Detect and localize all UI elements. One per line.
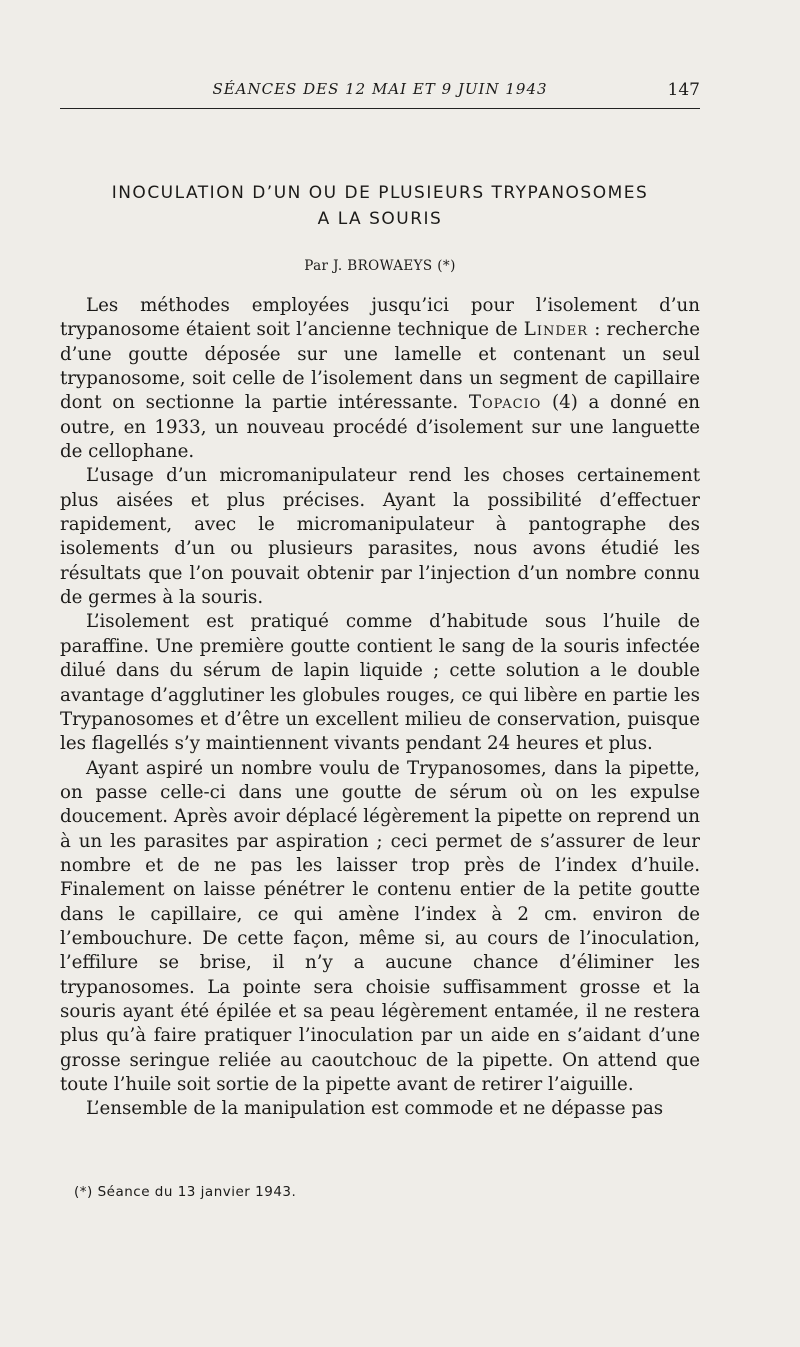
article-title [60,180,700,232]
page-number: 147 [667,80,700,100]
article-body [60,294,700,1122]
author-name-linder: Linder [523,319,589,341]
byline: Par J. BROWAEYS (*) [304,258,456,274]
paragraph-1-text-c: (4) a donné en outre, en 1933, un nouveau procédé d’isolement sur une languette de cellophane. [60,392,700,463]
paragraph-2: L’usage d’un micromanipulateur rend les choses certainement plus aisées et plus précises. Ayant la possibilité d’effectuer rapidement, avec le micromanipulateur à pantographe des isolements d’un ou plusieurs parasites, nous avons étudié les résultats que l’on pouvait obtenir par l’injection d’un nombre connu de germes à la souris. [60,465,700,609]
running-head [60,78,700,104]
paragraph-4: Ayant aspiré un nombre voulu de Trypanosomes, dans la pipette, on passe celle-ci dans une goutte de sérum où on les expulse doucement. Après avoir déplacé légèrement la pipette on reprend un à un les parasites par aspiration ; ceci permet de s’assurer de leur nombre et de ne pas les laisser trop près de l’index d’huile. Finalement on laisse pénétrer le contenu entier de la petite goutte dans le capillaire, ce qui amène l’index à 2 cm. environ de l’embouchure. De cette façon, même si, au cours de l’inoculation, l’effilure se brise, il n’y a aucune chance d’éliminer les trypanosomes. La pointe sera choisie suffisamment grosse et la souris ayant été épilée et sa peau légèrement entamée, il ne restera plus qu’à faire pratiquer l’inoculation par un aide en s’aidant d’une grosse seringue reliée au caoutchouc de la pipette. On attend que toute l’huile soit sortie de la pipette avant de retirer l’aiguille. [60,757,700,1095]
author-name-topacio: Topacio [468,392,542,414]
article-title-line-2: A LA SOURIS [317,209,443,229]
header-rule [60,108,700,109]
paragraph-1-text-b: : recherche d’une goutte déposée sur une lamelle et contenant un seul trypanosome, soit celle de l’isolement dans un segment de capillaire dont on sectionne la partie intéressante. [60,319,700,414]
running-title: SÉANCES DES 12 MAI ET 9 JUIN 1943 [212,80,548,98]
paragraph-3: L’isolement est pratiqué comme d’habitude sous l’huile de paraffine. Une première goutte contient le sang de la souris infectée dilué dans du sérum de lapin liquide ; cette solution a le double avantage d’agglutiner les globules rouges, ce qui libère en partie les Trypanosomes et d’être un excellent milieu de conservation, puisque les flagellés s’y maintiennent vivants pendant 24 heures et plus. [60,611,700,755]
article-title-line-1: INOCULATION D’UN OU DE PLUSIEURS TRYPANOSOMES [111,183,649,203]
footnote: (*) Séance du 13 janvier 1943. [74,1184,297,1200]
paragraph-5: L’ensemble de la manipulation est commode et ne dépasse pas [86,1098,664,1120]
paragraph-1 [60,294,700,464]
paragraph-1-text-a: Les méthodes employées jusqu’ici pour l’isolement d’un trypanosome étaient soit l’ancienne technique de [60,295,700,341]
